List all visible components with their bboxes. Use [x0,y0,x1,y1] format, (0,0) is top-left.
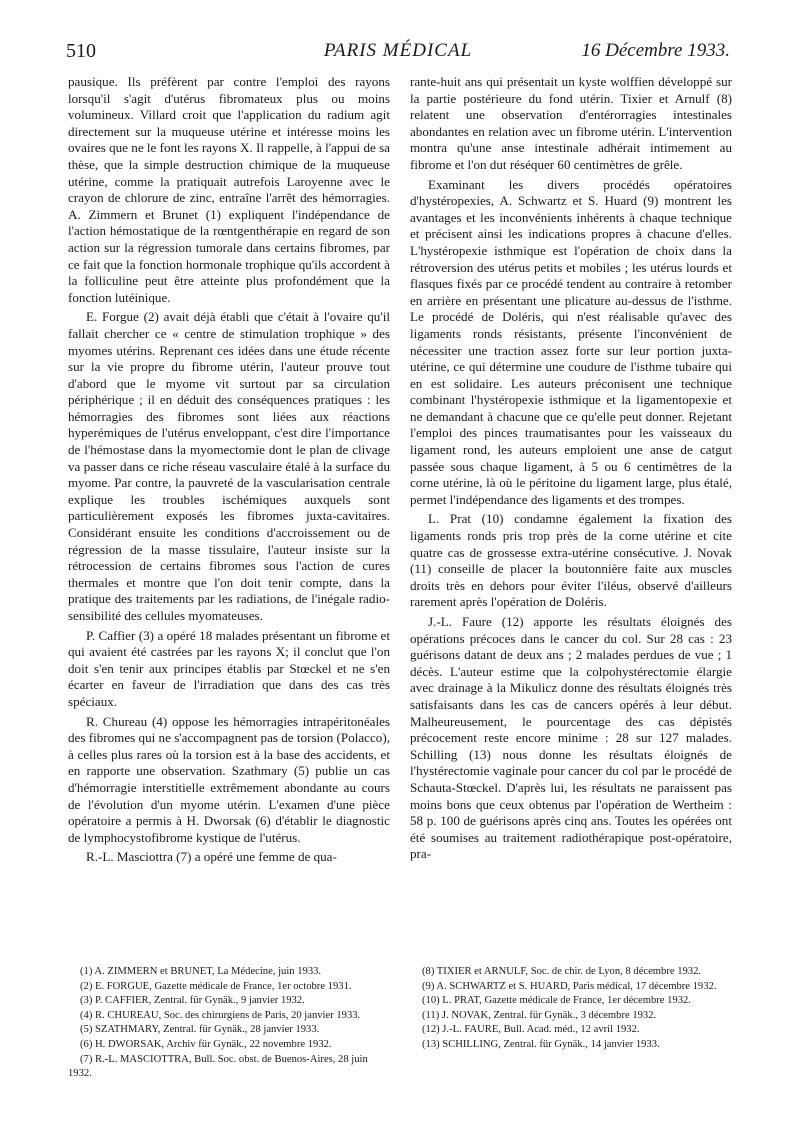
footnote: (4) R. CHUREAU, Soc. des chirurgiens de Paris, 20 janvier 1933. [80,1009,361,1021]
paragraph: J.-L. Faure (12) apporte les résultats éloignés des opérations précoces dans le cancer du col. Sur 28 cas : 23 guérisons datant de deux ans ; 2 malades perdues de vue ; 1 décès. L'auteur estime que la colpohystérectomie élargie avec drainage à la Mikulicz donne des résultats éloignés très satisfaisants dans les cas de cancers opérés à leur début. Malheureusement, le pourcentage des cas dépistés précocement reste encore minime : 28 sur 127 malades. Schilling (13) nous donne les résultats éloignés de l'hystérectomie vaginale pour cancer du col par le procédé de Schauta-Stœckel. D'après lui, les résultats ne paraissent pas moins bons que ceux obtenus par l'opération de Wertheim : 58 p. 100 de guérisons après cinq ans. Toutes les opérées ont été soumises au traitement radiothérapique post-opératoire, pra- [410,614,732,862]
footnote: (6) H. DWORSAK, Archiv für Gynäk., 22 novembre 1932. [80,1038,332,1050]
page-number: 510 [66,40,96,62]
page-header [66,40,730,68]
footnote: (1) A. ZIMMERN et BRUNET, La Médecine, juin 1933. [80,966,322,977]
footnote: (13) SCHILLING, Zentral. für Gynäk., 14 janvier 1933. [422,1038,660,1050]
footnote: (8) TIXIER et ARNULF, Soc. de chir. de Lyon, 8 décembre 1932. [422,966,702,977]
footnote: (12) J.-L. FAURE, Bull. Acad. méd., 12 avril 1932. [422,1024,640,1036]
footnotes-right [410,965,732,1053]
footnote: (5) SZATHMARY, Zentral. für Gynäk., 28 janvier 1933. [80,1024,320,1036]
right-column [410,74,732,863]
footnote: (9) A. SCHWARTZ et S. HUARD, Paris médical, 17 décembre 1932. [422,980,717,992]
paragraph: P. Caffier (3) a opéré 18 malades présentant un fibrome et qui avaient été castrées par les rayons X; il conclut que l'on doit s'en tenir aux principes établis par Stœckel et ne s'en écarter en faveur de l'irradiation que dans des cas très spéciaux. [68,627,390,709]
paragraph: pausique. Ils préfèrent par contre l'emploi des rayons lorsqu'il s'agit d'utérus fibromateux plus ou moins volumineux. Villard croit que l'application du radium agit directement sur la muqueuse utérine et intéresse moins les ovaires que ne le font les rayons X. Il rappelle, à l'appui de sa thèse, que la simple destruction chimique de la muqueuse utérine, comme la pratiquait autrefois Laroyenne avec le crayon de chlorure de zinc, entraîne l'arrêt des hémorragies. A. Zimmern et Brunet (1) expliquent l'indépendance de l'action hémostatique de la rœntgenthérapie en regard de son action sur la régression tumorale dans certains fibromes, par ce fait que la fonction hormonale trophique qu'ils accordent à la folliculine peut être atteinte plus profondément que la fonction lutéinique. [68,74,390,305]
paragraph: R.-L. Masciottra (7) a opéré une femme de qua- [86,849,337,865]
left-column [68,74,390,866]
footnote: (3) P. CAFFIER, Zentral. für Gynäk., 9 janvier 1932. [80,995,305,1007]
footnote: (10) L. PRAT, Gazette médicale de France, 1er décembre 1932. [422,995,691,1007]
issue-date: 16 Décembre 1933. [581,40,730,61]
footnotes-left [68,965,390,1082]
footnote: (2) E. FORGUE, Gazette médicale de France, 1er octobre 1931. [80,980,352,992]
paragraph: L. Prat (10) condamne également la fixation des ligaments ronds pris trop près de la corne utérine et cite quatre cas de grossesse extra-utérine consécutive. J. Novak (11) conseille de placer la boutonnière faite aux muscles droits très en dehors pour éviter l'iléus, observé d'ailleurs rarement après l'opération de Doléris. [410,511,732,610]
paragraph: rante-huit ans qui présentait un kyste wolffien développé sur la partie postérieure du fond utérin. Tixier et Arnulf (8) relatent une observation d'entérorragies intestinales abondantes en relation avec un fibrome utérin. L'intervention montra qu'une anse intestinale adhérait intimement au fibrome et l'on dut réséquer 60 centimètres de grêle. [410,74,732,172]
paragraph: R. Chureau (4) oppose les hémorragies intrapéritonéales des fibromes qui ne s'accompagnent pas de torsion (Polacco), à celles plus rares où la torsion est à la base des accidents, et en rapporte une observation. Szathmary (5) publie un cas d'hémorragie interstitielle extrêmement abondante au cours de l'évolution d'un myome utérin. L'examen d'une pièce opératoire a permis à H. Dworsak (6) d'établir le diagnostic de lymphocystofibrome kystique de l'utérus. [68,713,390,845]
footnote: (11) J. NOVAK, Zentral. für Gynäk., 3 décembre 1932. [422,1009,657,1021]
journal-title: PARIS MÉDICAL [323,40,473,61]
footnote: (7) R.-L. MASCIOTTRA, Bull. Soc. obst. de Buenos-Aires, 28 juin 1932. [68,1053,368,1080]
paragraph: Examinant les divers procédés opératoires d'hystéropexies, A. Schwartz et S. Huard (9) montrent les avantages et les inconvénients inhérents à chaque technique et précisent ainsi les indications propres à chacune d'elles. L'hystéropexie isthmique est l'opération de choix dans la rétroversion des utérus petits et mobiles ; les utérus lourds et flasques fixés par ce procédé tendent au contraire à retomber en arrière en présentant une plicature au-dessus de l'isthme. Le procédé de Doléris, qui n'est réalisable qu'avec des ligaments ronds résistants, présente l'inconvénient de nécessiter une traction assez forte sur leur portion juxta-utérine, ce qui détermine une coudure de l'isthme tubaire qui en est solidaire. Les auteurs préconisent une technique combinant l'hystéropexie isthmique et la ligamentopexie et ne demandant à chacune que ce qu'elle peut donner. Rejetant l'emploi des pinces traumatisantes pour les vaisseaux du ligament rond, les auteurs emploient une anse de catgut passée sous chaque ligament, à 5 ou 6 centimètres de la corne utérine, là où le péritoine du ligament large, plus étalé, permet l'indépendance des ligaments et des trompes. [410,176,732,507]
paragraph: E. Forgue (2) avait déjà établi que c'était à l'ovaire qu'il fallait chercher ce « centre de stimulation trophique » des myomes utérins. Reprenant ces idées dans une étude récente sur la vie propre du fibrome utérin, l'auteur prouve tout d'abord que le myome vit surtout par sa circulation périphérique ; il en déduit des conséquences pratiques : les hémorragies des fibromes sont liées aux réactions hyperémiques de l'utérus enveloppant, c'est dire l'importance de l'hémostase dans la myomectomie dont le plan de clivage va passer dans ce riche réseau vasculaire étalé à la surface du myome. Par contre, la pauvreté de la vascularisation centrale explique les troubles ischémiques auxquels sont particulièrement exposés les fibromes juxta-cavitaires. Considérant ensuite les conditions d'accroissement ou de régression de la masse tissulaire, l'auteur insiste sur la rétrocession de certains fibromes sous l'action de cures thermales et montre que l'on doit tenir compte, dans la pratique des traitements par les radiations, de l'inégale radio-sensibilité des cellules myomateuses. [68,309,390,623]
